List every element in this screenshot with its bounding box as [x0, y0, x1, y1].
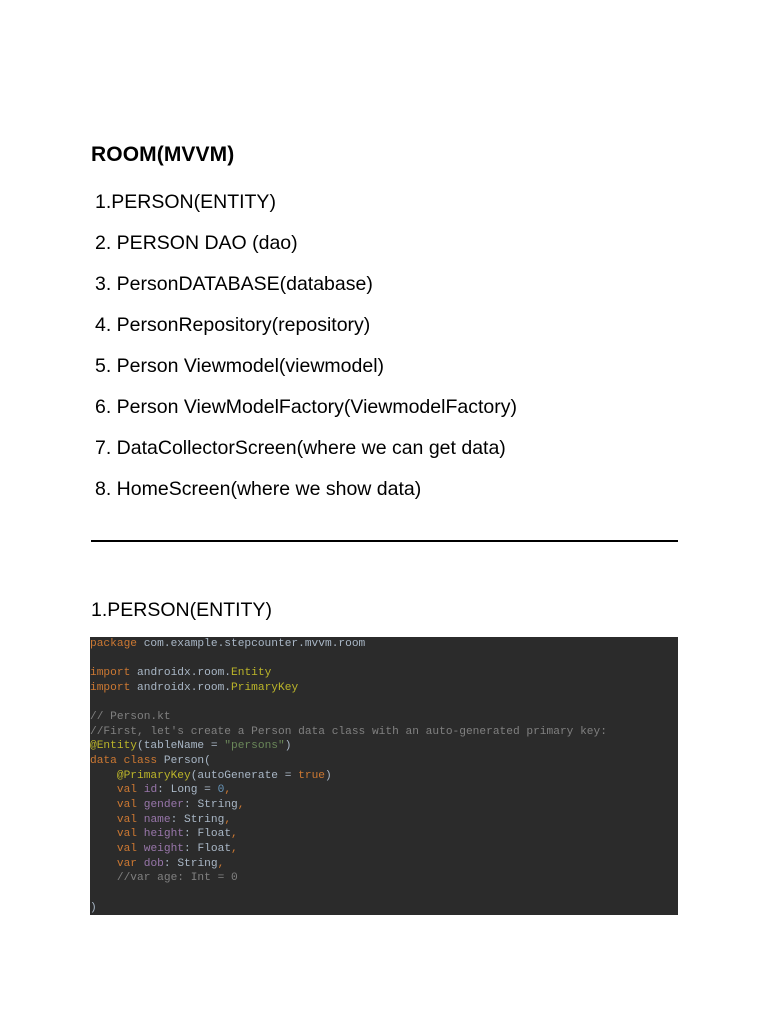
code-token-plain: : Float — [184, 842, 232, 855]
code-line — [90, 710, 678, 725]
code-token-keyword: , — [231, 842, 238, 855]
code-token-keyword: , — [224, 813, 232, 826]
toc-item-person-viewmodel: 5. Person Viewmodel(viewmodel) — [95, 355, 385, 377]
code-line — [90, 739, 678, 754]
code-token-plain: : String — [170, 813, 225, 826]
code-token-plain — [90, 784, 117, 796]
code-token-plain — [137, 843, 144, 855]
code-block — [90, 637, 678, 915]
code-token-comment: //var age: Int = 0 — [116, 872, 238, 885]
toc-item-person-dao: 2. PERSON DAO (dao) — [95, 232, 298, 254]
code-token-plain — [137, 784, 144, 796]
code-token-plain: ) — [284, 740, 292, 753]
code-token-plain: androidx.room. — [130, 667, 232, 680]
code-token-annotation: Entity — [231, 667, 272, 680]
code-token-plain: ) — [325, 769, 332, 782]
code-line — [90, 725, 678, 740]
code-token-plain — [90, 799, 117, 811]
code-line — [90, 857, 678, 872]
code-token-keyword: import — [90, 681, 131, 694]
code-token-keyword: true — [298, 769, 325, 782]
code-token-keyword: val — [116, 784, 138, 797]
code-line — [90, 798, 678, 813]
toc-item-person-database: 3. PersonDATABASE(database) — [95, 273, 373, 295]
code-token-property: height — [143, 828, 185, 841]
toc-item-data-collector-screen: 7. DataCollectorScreen(where we can get data) — [95, 437, 506, 459]
code-token-comment: //First, let's create a Person data class with an auto-generated primary key: — [90, 725, 607, 738]
code-token-keyword: , — [224, 784, 232, 797]
code-line — [90, 637, 678, 652]
code-line — [90, 871, 678, 886]
code-token-plain — [137, 858, 144, 870]
code-line — [90, 681, 678, 696]
code-line — [90, 652, 678, 667]
code-token-property: name — [143, 813, 171, 826]
horizontal-divider — [91, 540, 678, 542]
code-token-keyword: , — [231, 828, 238, 841]
code-token-keyword: val — [116, 842, 138, 855]
code-line — [90, 813, 678, 828]
code-token-keyword: data class — [90, 755, 158, 768]
code-token-keyword: val — [116, 828, 138, 841]
code-content — [90, 637, 678, 915]
code-token-keyword: val — [116, 813, 138, 826]
code-token-property: dob — [143, 857, 164, 870]
code-token-keyword: , — [237, 799, 245, 812]
code-line — [90, 783, 678, 798]
code-token-plain: Person( — [157, 755, 211, 768]
code-token-plain — [90, 814, 117, 826]
code-token-plain — [137, 799, 144, 811]
code-token-plain: (tableName = — [137, 740, 225, 753]
code-token-number: 0 — [217, 784, 225, 797]
code-token-plain — [90, 770, 117, 782]
code-token-keyword: package — [90, 638, 137, 650]
code-token-plain: : String — [163, 857, 218, 870]
code-token-plain: : Float — [184, 828, 232, 841]
code-line — [90, 769, 678, 784]
toc-item-person-viewmodel-factory: 6. Person ViewModelFactory(ViewmodelFactory) — [95, 396, 517, 418]
document-title: ROOM(MVVM) — [91, 143, 235, 166]
code-line — [90, 901, 678, 915]
code-token-plain — [90, 858, 117, 870]
section-heading: 1.PERSON(ENTITY) — [91, 599, 272, 621]
code-token-plain — [90, 843, 117, 855]
code-line — [90, 666, 678, 681]
code-token-plain — [90, 828, 117, 840]
code-token-plain: ) — [90, 901, 97, 914]
code-token-keyword: import — [90, 667, 131, 680]
code-line — [90, 696, 678, 711]
code-token-property: gender — [143, 799, 185, 812]
toc-item-person-entity: 1.PERSON(ENTITY) — [95, 191, 276, 213]
code-token-plain — [137, 814, 144, 826]
code-token-keyword: var — [116, 857, 138, 870]
code-token-property: weight — [143, 842, 185, 855]
code-token-keyword: , — [217, 857, 225, 870]
code-token-string: "persons" — [224, 740, 285, 753]
code-token-annotation: @PrimaryKey — [116, 769, 191, 782]
code-token-property: id — [143, 784, 158, 797]
code-token-annotation: PrimaryKey — [231, 681, 299, 694]
code-token-comment: // Person.kt — [90, 711, 171, 724]
code-token-plain — [137, 828, 144, 840]
code-token-plain: : Long = — [157, 784, 218, 797]
code-token-plain: : String — [184, 799, 238, 812]
table-of-contents — [95, 182, 517, 510]
code-token-annotation: @Entity — [90, 740, 137, 753]
toc-item-person-repository: 4. PersonRepository(repository) — [95, 314, 371, 336]
code-token-plain — [90, 872, 117, 884]
code-line — [90, 886, 678, 901]
toc-item-home-screen: 8. HomeScreen(where we show data) — [95, 478, 422, 500]
code-token-plain: androidx.room. — [130, 681, 232, 694]
code-token-plain: (autoGenerate = — [190, 769, 299, 782]
code-token-keyword: val — [116, 799, 138, 812]
code-line — [90, 842, 678, 857]
code-line — [90, 754, 678, 769]
code-line — [90, 827, 678, 842]
code-token-plain: com.example.stepcounter.mvvm.room — [137, 638, 366, 650]
